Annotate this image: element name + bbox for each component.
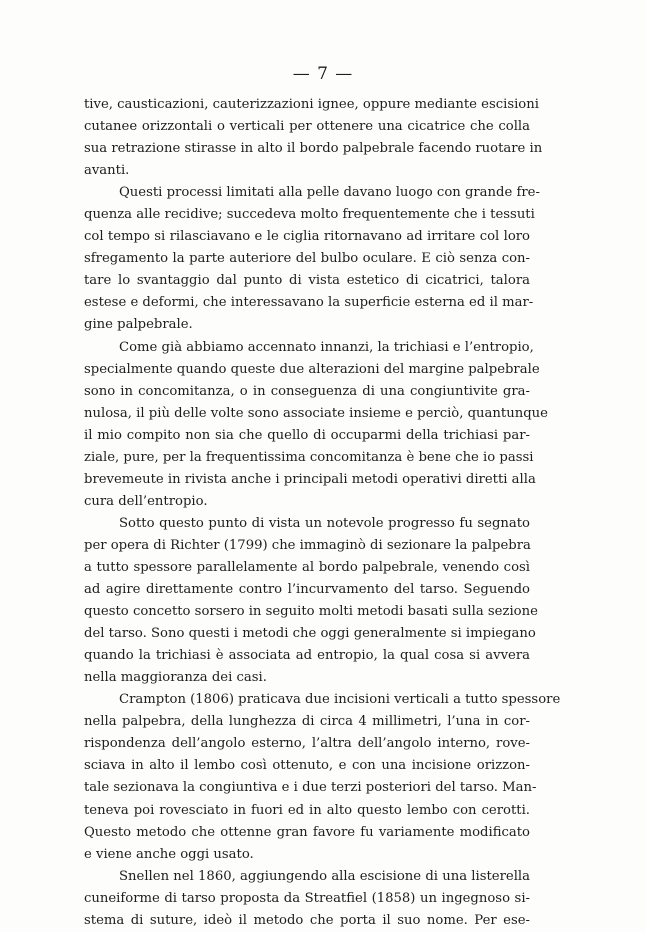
text-line: Come già abbiamo accennato innanzi, la trichiasi e l’entropio, [119,339,534,355]
text-line: tale sezionava la congiuntiva e i due terzi posteriori del tarso. Man- [84,780,537,796]
text-line: ziale, pure, per la frequentissima concomitanza è bene che io passi [84,449,534,465]
text-line: nella maggioranza dei casi. [84,670,267,686]
text-line: nulosa, il più delle volte sono associate insieme e perciò, quantunque [84,405,548,421]
text-line: Questo metodo che ottenne gran favore fu variamente modificato [84,824,530,840]
text-line: specialmente quando queste due alterazioni del margine palpebrale [84,361,540,377]
body-text [84,94,561,932]
text-line: sua retrazione stirasse in alto il bordo palpebrale facendo ruotare in [84,141,543,157]
text-line: tare lo svantaggio dal punto di vista estetico di cicatrici, talora [84,273,530,289]
text-line: nella palpebra, della lunghezza di circa 4 millimetri, l’una in cor- [84,714,530,730]
text-line: per opera di Richter (1799) che immaginò di sezionare la palpebra [84,537,531,553]
text-line: gine palpebrale. [84,317,193,333]
text-line: sfregamento la parte auteriore del bulbo oculare. E ciò senza con- [84,251,530,267]
text-line: sono in concomitanza, o in conseguenza di una congiuntivite gra- [84,383,530,399]
text-line: Sotto questo punto di vista un notevole progresso fu segnato [119,515,530,531]
text-line: stema di suture, ideò il metodo che porta il suo nome. Per ese- [84,912,530,928]
text-line: cuneiforme di tarso proposta da Streatfiel (1858) un ingegnoso si- [84,890,530,906]
text-line: avanti. [84,163,130,179]
text-line: Snellen nel 1860, aggiungendo alla escisione di una listerella [119,868,530,884]
text-line: e viene anche oggi usato. [84,846,254,862]
text-line: teneva poi rovesciato in fuori ed in alto questo lembo con cerotti. [84,802,530,818]
text-line: estese e deformi, che interessavano la superficie esterna ed il mar- [84,295,534,311]
text-line: sciava in alto il lembo così ottenuto, e con una incisione orizzon- [84,758,530,774]
text-line: col tempo si rilasciavano e le ciglia ritornavano ad irritare col loro [84,229,530,245]
text-line: cutanee orizzontali o verticali per ottenere una cicatrice che colla [84,119,530,135]
text-line: del tarso. Sono questi i metodi che oggi generalmente si impiegano [84,626,536,642]
text-line: brevemeute in rivista anche i principali metodi operativi diretti alla [84,471,536,487]
text-line: Questi processi limitati alla pelle davano luogo con grande fre- [119,185,540,201]
text-line: tive, causticazioni, cauterizzazioni ignee, oppure mediante escisioni [84,97,539,112]
text-line: a tutto spessore parallelamente al bordo palpebrale, venendo così [84,559,530,575]
text-line: questo concetto sorsero in seguito molti metodi basati sulla sezione [84,604,538,620]
text-line: quando la trichiasi è associata ad entropio, la qual cosa si avvera [84,648,530,664]
page-number: — 7 — [292,64,354,84]
text-line: rispondenza dell’angolo esterno, l’altra dell’angolo interno, rove- [84,736,530,752]
text-line: Crampton (1806) praticava due incisioni verticali a tutto spessore [119,692,561,708]
text-line: ad agire direttamente contro l’incurvamento del tarso. Seguendo [84,582,530,598]
text-line: cura dell’entropio. [84,493,208,509]
text-line: il mio compito non sia che quello di occuparmi della trichiasi par- [84,427,530,443]
text-line: quenza alle recidive; succedeva molto frequentemente che i tessuti [84,207,535,223]
